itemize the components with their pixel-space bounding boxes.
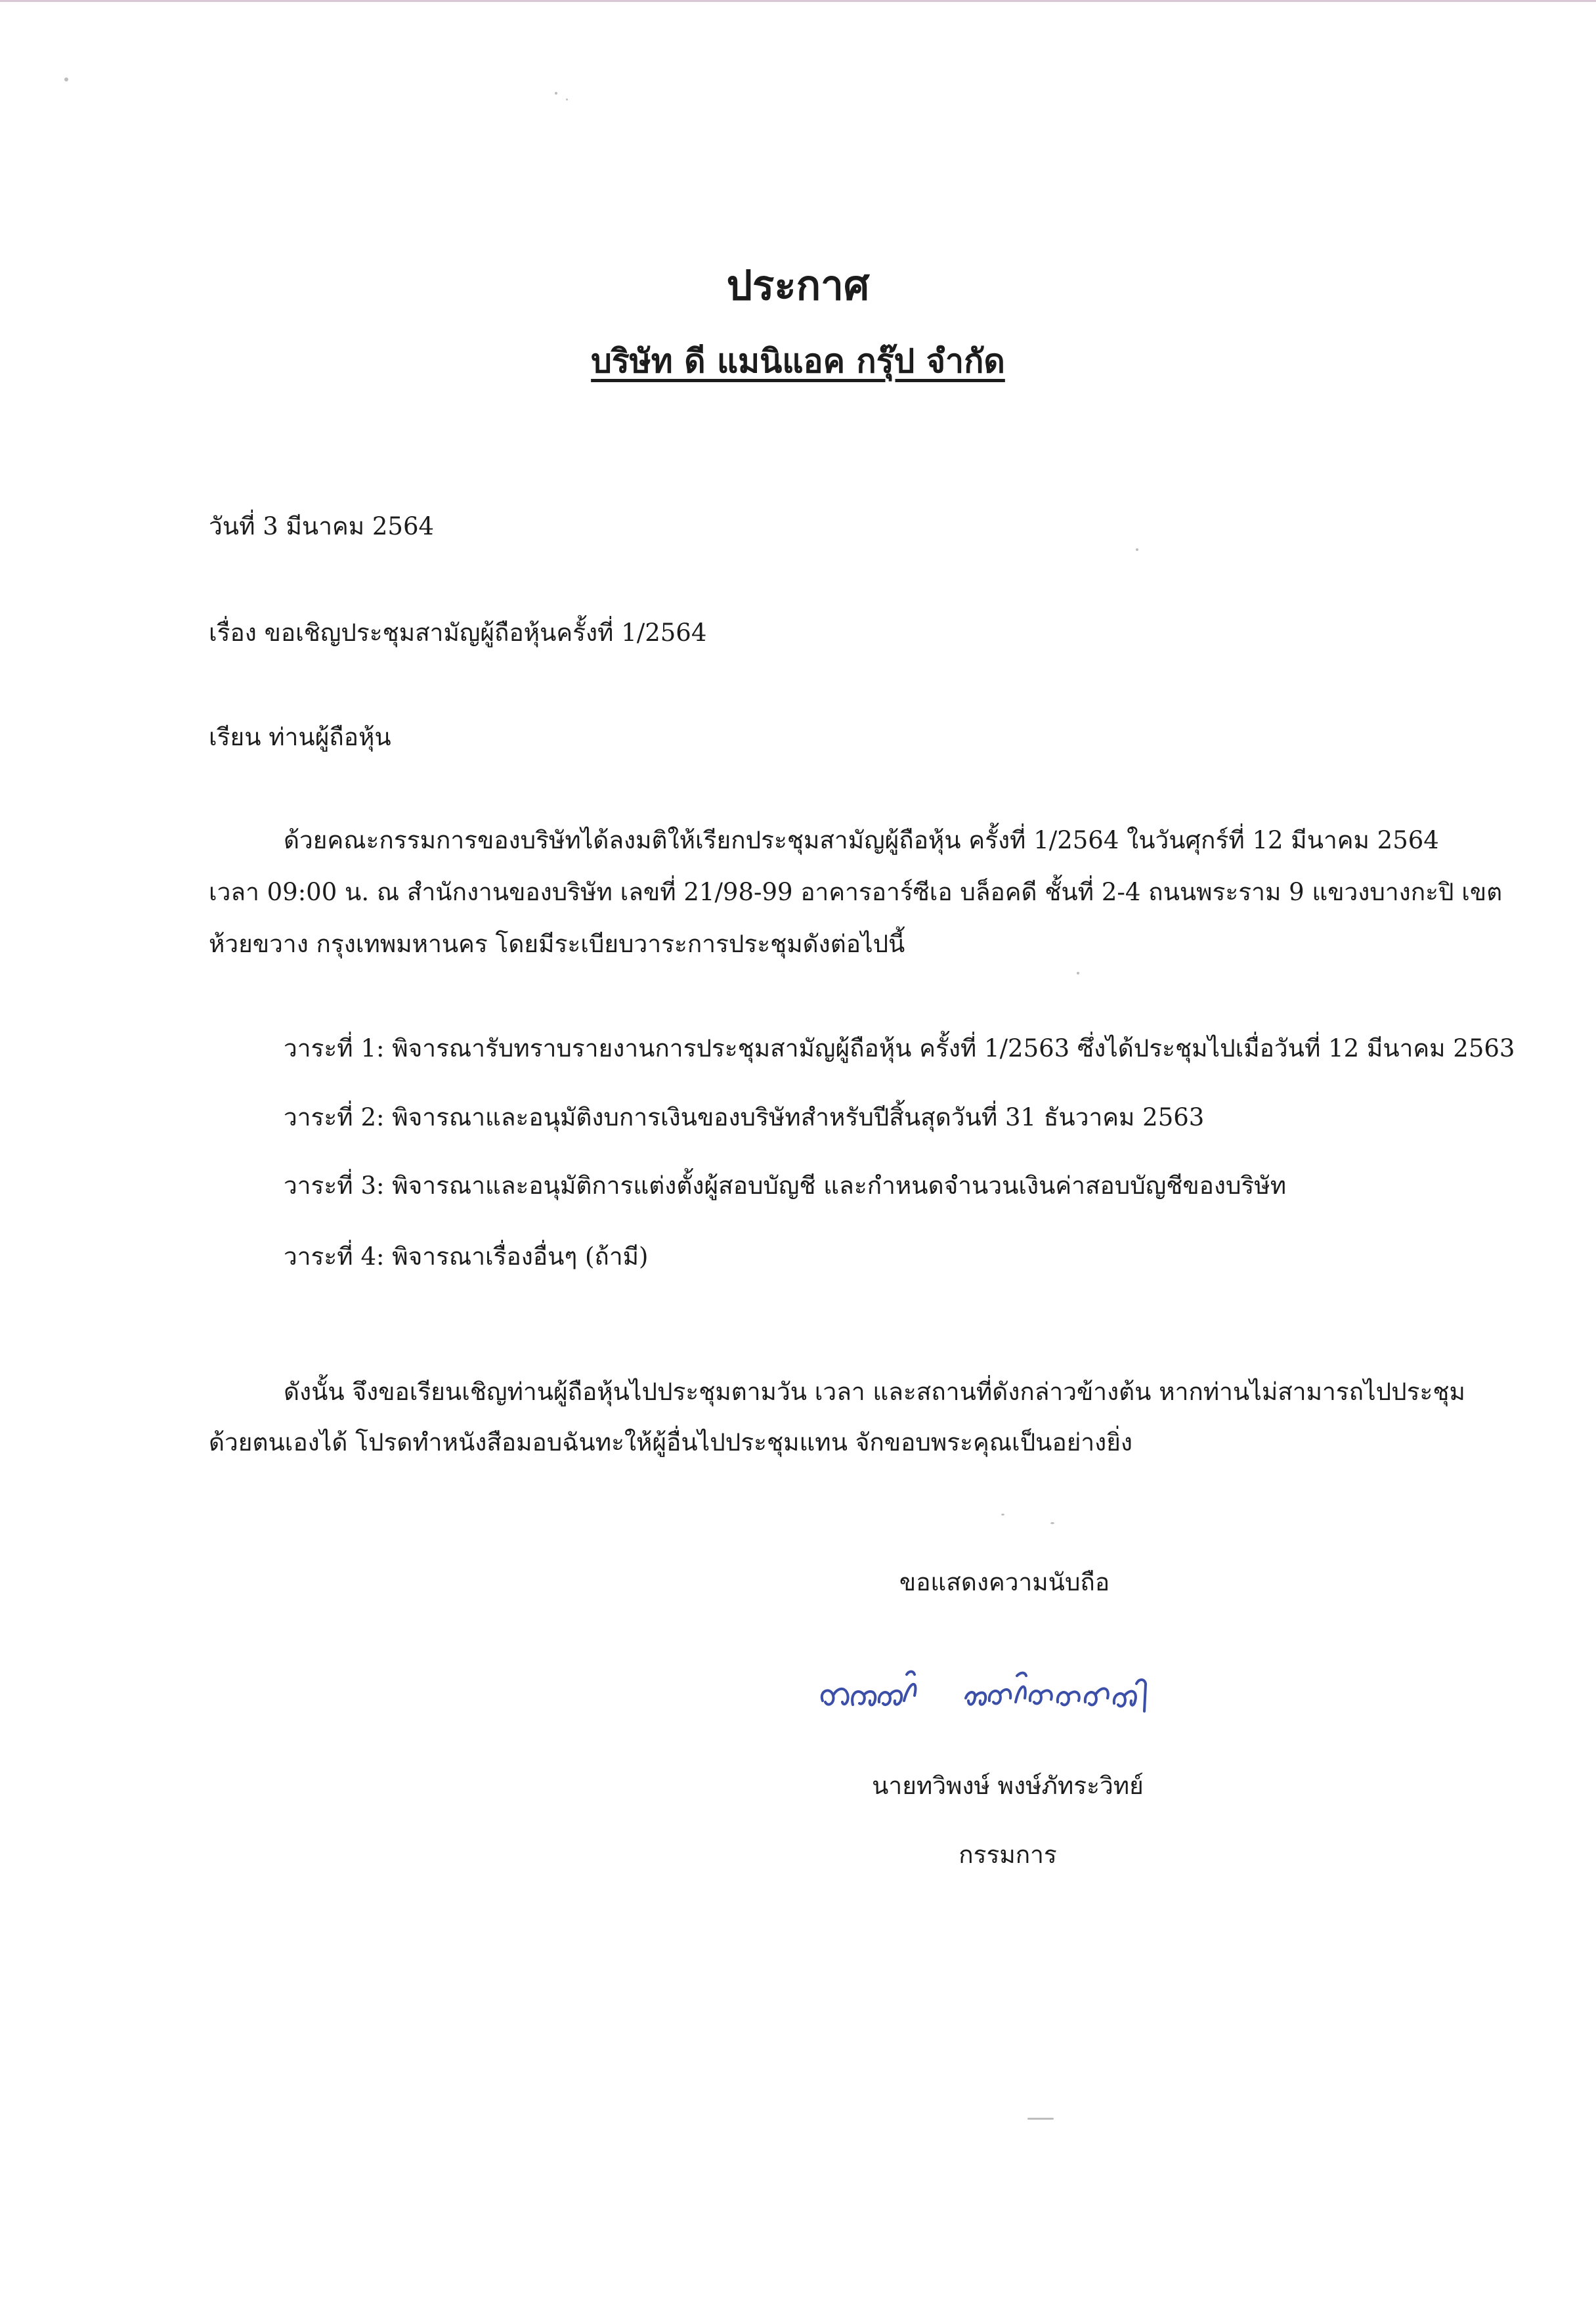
announcement-title: ประกาศ [726, 261, 870, 309]
intro-line: ด้วยคณะกรรมการของบริษัทได้ลงมติให้เรียกประชุมสามัญผู้ถือหุ้น ครั้งที่ 1/2564 ในวันศุกร์ที่ 12 มีนาคม 2564 [284, 826, 1439, 854]
scan-speck [1050, 1522, 1054, 1524]
closing-line: ด้วยตนเองได้ โปรดทำหนังสือมอบฉันทะให้ผู้อื่นไปประชุมแทน จักขอบพระคุณเป็นอย่างยิ่ง [209, 1428, 1132, 1456]
scan-speck [1027, 2118, 1054, 2120]
letter-subject: เรื่อง ขอเชิญประชุมสามัญผู้ถือหุ้นครั้งที่ 1/2564 [209, 619, 707, 647]
company-name: บริษัท ดี แมนิแอค กรุ๊ป จำกัด [591, 341, 1005, 380]
scan-speck [1077, 972, 1079, 974]
scan-speck [1136, 548, 1138, 551]
intro-line: เวลา 09:00 น. ณ สำนักงานของบริษัท เลขที่ 21/98-99 อาคารอาร์ซีเอ บล็อคดี ชั้นที่ 2-4 ถนนพระราม 9 แขวงบางกะปิ เขต [209, 878, 1503, 906]
scan-speck [64, 77, 68, 81]
page-top-edge [0, 0, 1596, 2]
agenda-item-1: วาระที่ 1: พิจารณารับทราบรายงานการประชุมสามัญผู้ถือหุ้น ครั้งที่ 1/2563 ซึ่งได้ประชุมไปเมื่อวันที่ 12 มีนาคม 2563 [284, 1034, 1515, 1062]
scan-speck [1001, 1514, 1004, 1516]
agenda-item-2: วาระที่ 2: พิจารณาและอนุมัติงบการเงินของบริษัทสำหรับปีสิ้นสุดวันที่ 31 ธันวาคม 2563 [284, 1103, 1205, 1131]
agenda-item-4: วาระที่ 4: พิจารณาเรื่องอื่นๆ (ถ้ามี) [284, 1242, 649, 1271]
handwritten-signature [811, 1655, 1205, 1727]
agenda-item-3: วาระที่ 3: พิจารณาและอนุมัติการแต่งตั้งผู้สอบบัญชี และกำหนดจำนวนเงินค่าสอบบัญชีของบริษัท [284, 1171, 1287, 1200]
signer-title: กรรมการ [959, 1841, 1057, 1869]
intro-line: ห้วยขวาง กรุงเทพมหานคร โดยมีระเบียบวาระการประชุมดังต่อไปนี้ [209, 930, 905, 958]
letter-date: วันที่ 3 มีนาคม 2564 [209, 512, 435, 540]
letter-salutation: เรียน ท่านผู้ถือหุ้น [209, 723, 391, 751]
regards-text: ขอแสดงความนับถือ [899, 1568, 1110, 1596]
signer-name: นายทวิพงษ์ พงษ์ภัทระวิทย์ [872, 1772, 1144, 1800]
scan-speck [566, 98, 568, 100]
closing-line: ดังนั้น จึงขอเรียนเชิญท่านผู้ถือหุ้นไปประชุมตามวัน เวลา และสถานที่ดังกล่าวข้างต้น หากท่านไม่สามารถไปประชุม [284, 1378, 1465, 1406]
scan-speck [555, 92, 557, 95]
